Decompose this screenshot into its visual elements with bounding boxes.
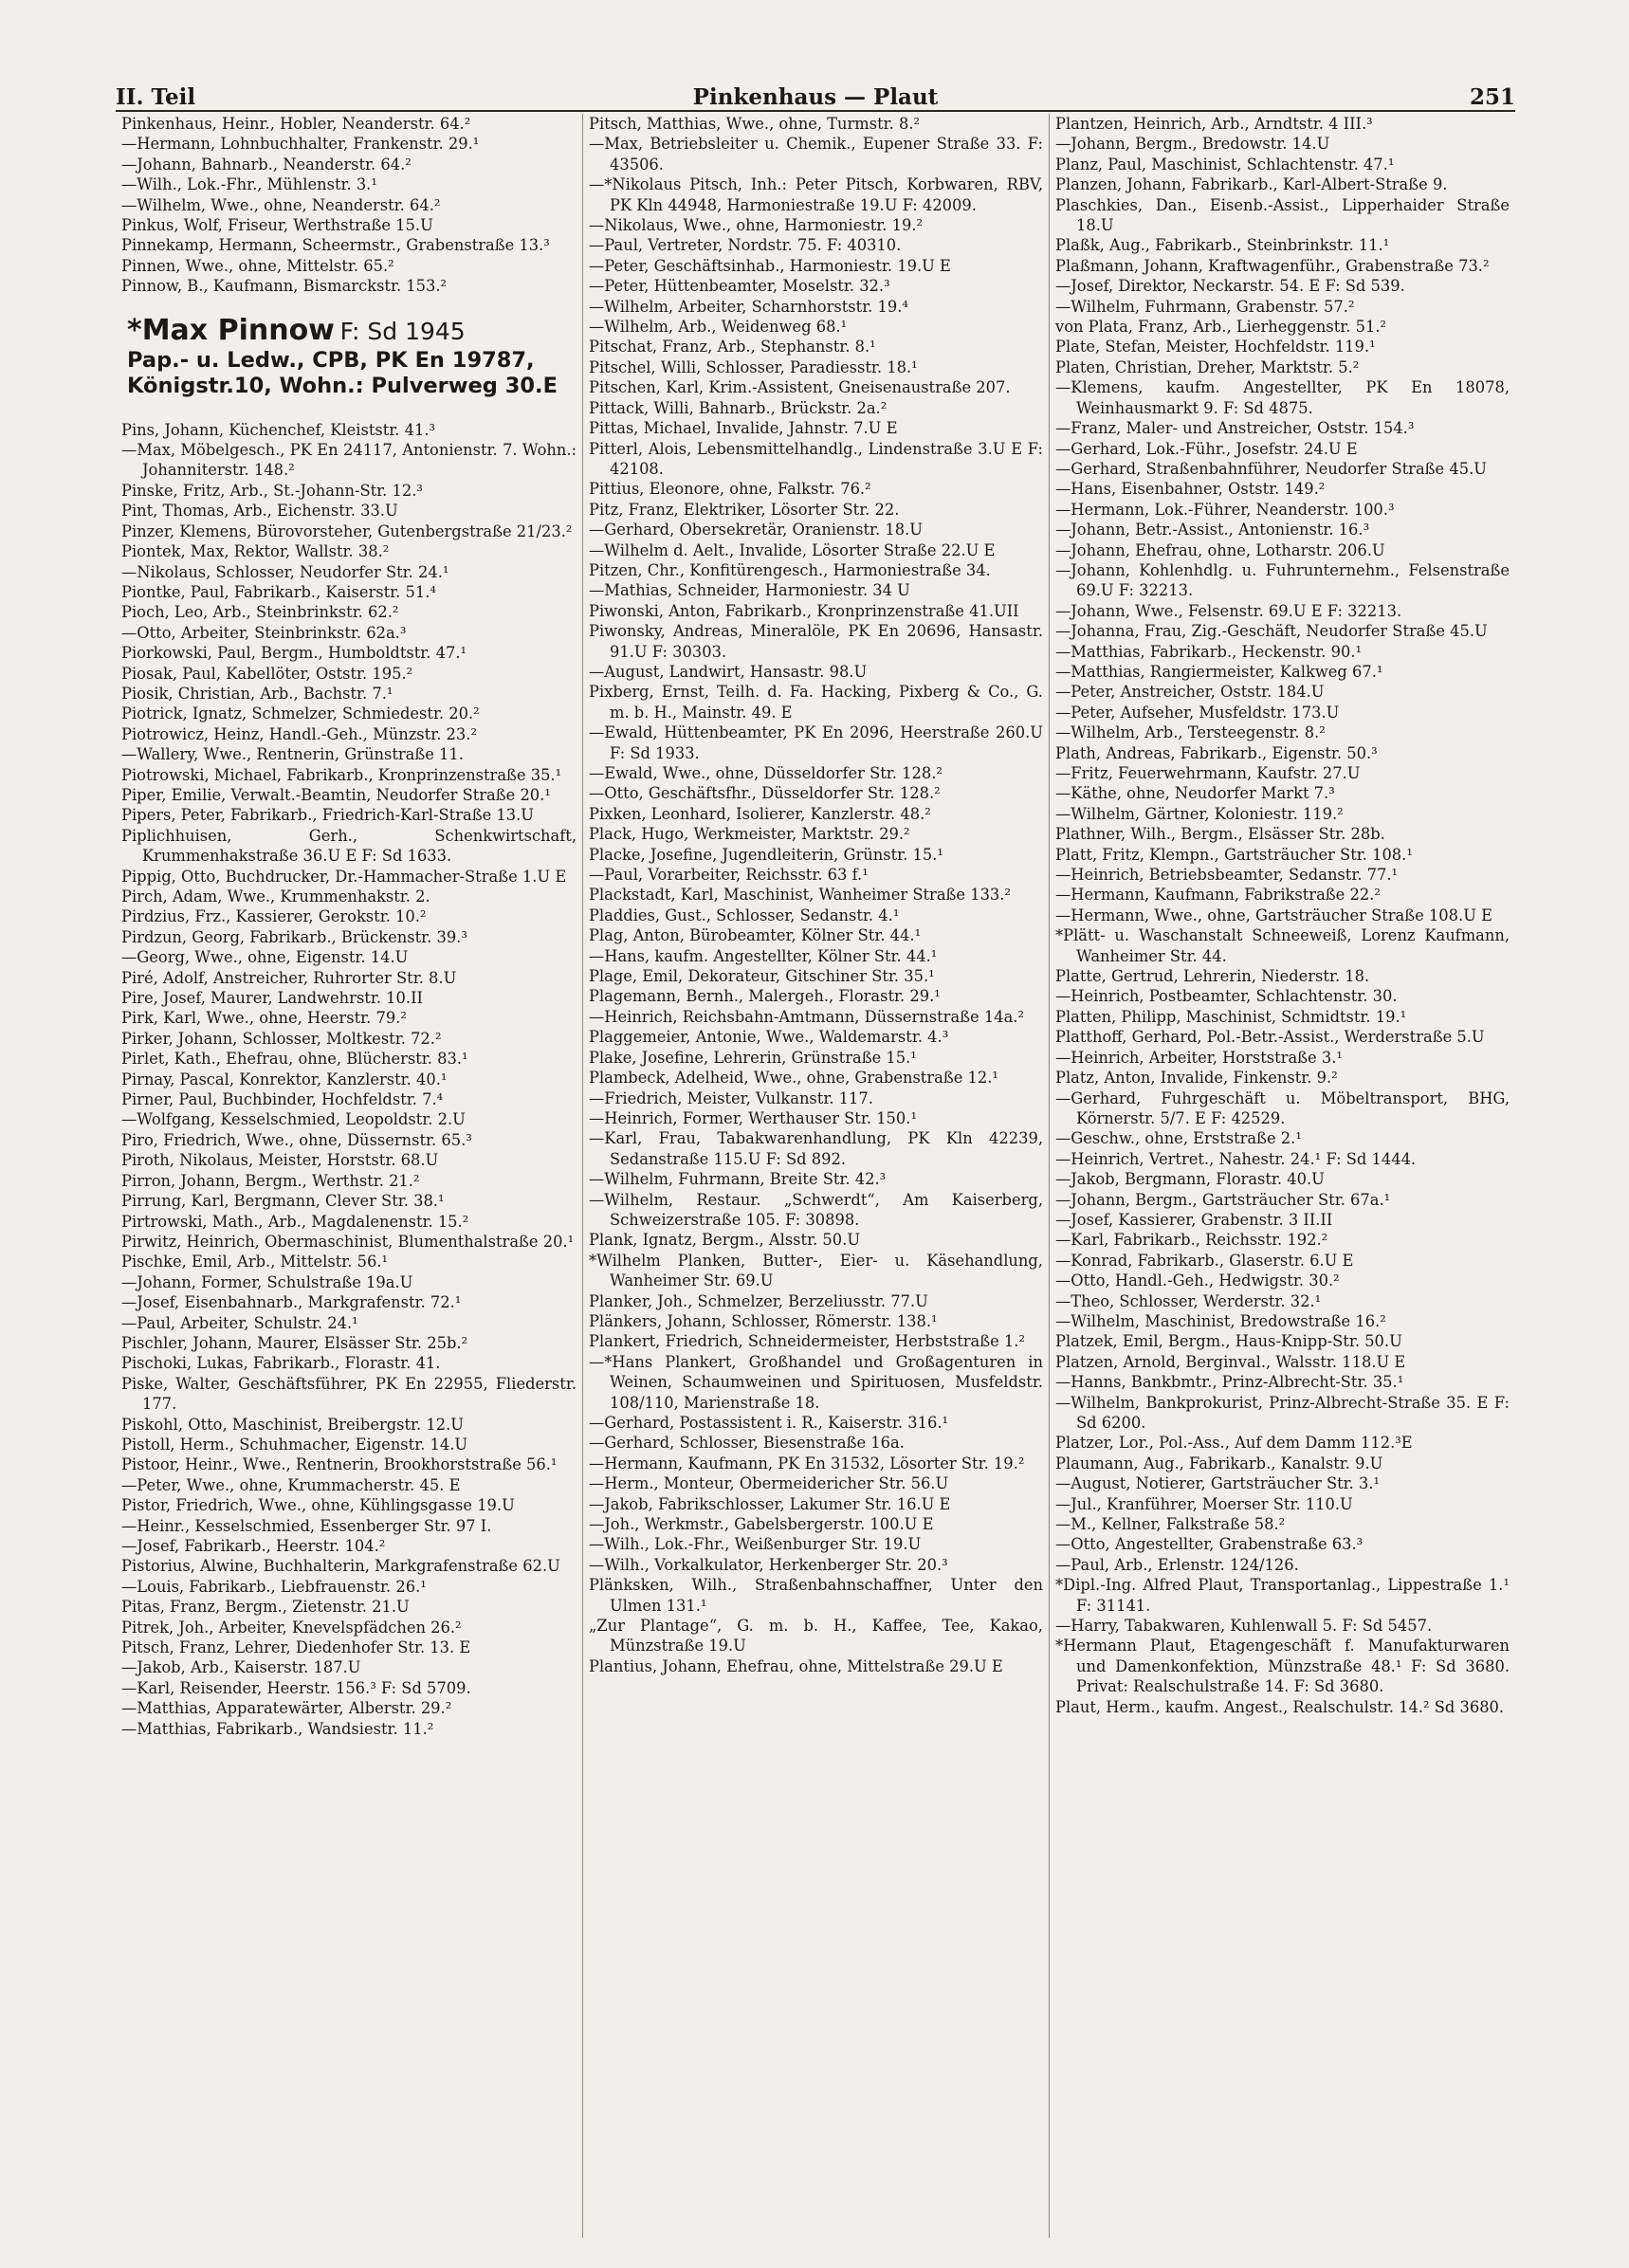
directory-entry: Platthoff, Gerhard, Pol.-Betr.-Assist., Werderstraße 5.U [1055,1028,1485,1047]
directory-entry: Piontek, Max, Rektor, Wallstr. 38.² [121,542,390,561]
directory-entry: —Otto, Arbeiter, Steinbrinkstr. 62a.³ [121,623,407,642]
directory-entry: —Harry, Tabakwaren, Kuhlenwall 5. F: Sd 5457. [1055,1617,1433,1636]
directory-entry: Plathner, Wilh., Bergm., Elsässer Str. 28b. [1055,825,1385,844]
directory-entry: —Peter, Aufseher, Musfeldstr. 173.U [1055,703,1340,722]
directory-entry: Plagemann, Bernh., Malergeh., Florastr. 29.¹ [589,987,941,1006]
directory-entry: Pistorius, Alwine, Buchhalterin, Markgrafenstraße 62.U [121,1557,560,1576]
directory-entry: Pirnay, Pascal, Konrektor, Kanzlerstr. 40.¹ [121,1070,448,1088]
directory-entry: Plank, Ignatz, Bergm., Alsstr. 50.U [589,1231,861,1250]
directory-entry: —Johann, Bergm., Bredowstr. 14.U [1055,135,1330,154]
directory-entry: —Wilhelm, Arb., Weidenweg 68.¹ [589,318,848,337]
directory-entry: —Wilhelm, Maschinist, Bredowstraße 16.² [1055,1311,1386,1330]
directory-entry: Piwonsky, Andreas, Mineralöle, PK En 20696, Hansastr. 91.U F: 30303. [589,622,1043,661]
directory-entry: —Jakob, Fabrikschlosser, Lakumer Str. 16.U E [589,1494,951,1513]
directory-entry: Piré, Adolf, Anstreicher, Ruhrorter Str. 8.U [121,968,457,987]
directory-entry: —Hermann, Kaufmann, Fabrikstraße 22.² [1055,886,1381,905]
directory-entry: Pistor, Friedrich, Wwe., ohne, Kühlingsgasse 19.U [121,1496,515,1515]
directory-entry: Pioch, Leo, Arb., Steinbrinkstr. 62.² [121,603,399,622]
directory-entry: —Ewald, Hüttenbeamter, PK En 2096, Heerstraße 260.U F: Sd 1933. [589,723,1043,762]
directory-entry: Platte, Gertrud, Lehrerin, Niederstr. 18. [1055,967,1370,986]
directory-entry: —Friedrich, Meister, Vulkanstr. 117. [589,1088,873,1107]
directory-entry: —Georg, Wwe., ohne, Eigenstr. 14.U [121,948,409,967]
directory-entry: Plaut, Herm., kaufm. Angest., Realschulstr. 14.² Sd 3680. [1055,1697,1505,1716]
directory-entry: Pinske, Fritz, Arb., St.-Johann-Str. 12.³ [121,481,423,500]
directory-entry: Pirdzius, Frz., Kassierer, Gerokstr. 10.² [121,907,427,926]
directory-entry: Plaßmann, Johann, Kraftwagenführ., Grabenstraße 73.² [1055,256,1490,275]
directory-entry: —Hans, kaufm. Angestellter, Kölner Str. 44.¹ [589,946,938,965]
directory-entry: Pischler, Johann, Maurer, Elsässer Str. 25b.² [121,1333,468,1352]
directory-entry: —Heinrich, Vertret., Nahestr. 24.¹ F: Sd 1444. [1055,1149,1417,1168]
directory-entry: —Otto, Handl.-Geh., Hedwigstr. 30.² [1055,1271,1340,1290]
directory-entry: —Jul., Kranführer, Moerser Str. 110.U [1055,1494,1353,1513]
directory-entry: Piosik, Christian, Arb., Bachstr. 7.¹ [121,684,394,703]
directory-entry: Pitrek, Joh., Arbeiter, Knevelspfädchen 26.² [121,1618,462,1637]
directory-entry: —Gerhard, Postassistent i. R., Kaiserstr. 316.¹ [589,1414,949,1432]
directory-entry: —Gerhard, Lok.-Führ., Josefstr. 24.U E [1055,439,1358,458]
directory-entry: —Johann, Kohlenhdlg. u. Fuhrunternehm., Felsenstraße 69.U F: 32213. [1055,560,1510,600]
directory-entry: Plankert, Friedrich, Schneidermeister, Herbststraße 1.² [589,1332,1025,1351]
directory-entry: Plack, Hugo, Werkmeister, Marktstr. 29.² [589,825,910,844]
directory-entry: —Wilh., Lok.-Fhr., Weißenburger Str. 19.U [589,1535,922,1554]
directory-entry: —*Nikolaus Pitsch, Inh.: Peter Pitsch, Korbwaren, RBV, PK Kln 44948, Harmoniestraße 19.U F: 42009. [589,175,1043,214]
directory-entry: —Otto, Angestellter, Grabenstraße 63.³ [1055,1535,1364,1554]
directory-entry: —Paul, Arb., Erlenstr. 124/126. [1055,1555,1299,1574]
directory-entry: Pittas, Michael, Invalide, Jahnstr. 7.U E [589,419,898,438]
directory-entry: Pischoki, Lukas, Fabrikarb., Florastr. 41. [121,1354,441,1373]
directory-entry: —Heinrich, Arbeiter, Horststraße 3.¹ [1055,1048,1343,1067]
directory-entry: „Zur Plantage“, G. m. b. H., Kaffee, Tee, Kakao, Münzstraße 19.U [589,1617,1043,1655]
directory-entry: —Karl, Frau, Tabakwarenhandlung, PK Kln 42239, Sedanstraße 115.U F: Sd 892. [589,1129,1043,1168]
directory-entry: —Wilhelm, Fuhrmann, Breite Str. 42.³ [589,1170,887,1189]
directory-entry: Pittius, Eleonore, ohne, Falkstr. 76.² [589,480,871,499]
directory-entry: Pixberg, Ernst, Teilh. d. Fa. Hacking, Pixberg & Co., G. m. b. H., Mainstr. 49. E [589,683,1043,722]
directory-entry: *Plätt- u. Waschanstalt Schneeweiß, Lorenz Kaufmann, Wanheimer Str. 44. [1055,926,1510,965]
directory-entry: —Ewald, Wwe., ohne, Düsseldorfer Str. 128.² [589,764,943,782]
directory-entry: —Herm., Monteur, Obermeidericher Str. 56.U [589,1474,949,1493]
directory-entry: Pinnen, Wwe., ohne, Mittelstr. 65.² [121,256,394,275]
directory-entry: —Hermann, Kaufmann, PK En 31532, Lösorter Str. 19.² [589,1454,1025,1472]
directory-entry: Pirlet, Kath., Ehefrau, ohne, Blücherstr. 83.¹ [121,1050,468,1069]
directory-entry: —Paul, Vertreter, Nordstr. 75. F: 40310. [589,236,902,255]
directory-entry: —Heinrich, Betriebsbeamter, Sedanstr. 77.¹ [1055,866,1399,885]
directory-entry: Planzen, Johann, Fabrikarb., Karl-Albert-Straße 9. [1055,175,1448,194]
directory-entry: —Wilhelm, Wwe., ohne, Neanderstr. 64.² [121,195,441,214]
directory-entry: Pitterl, Alois, Lebensmittelhandlg., Lindenstraße 3.U E F: 42108. [589,439,1043,478]
directory-entry: —Gerhard, Straßenbahnführer, Neudorfer Straße 45.U [1055,459,1487,478]
directory-entry: Piotrowski, Michael, Fabrikarb., Kronprinzenstraße 35.¹ [121,765,562,784]
directory-entry: Pinnekamp, Hermann, Scheermstr., Grabenstraße 13.³ [121,236,550,255]
directory-entry: —Wilhelm, Arbeiter, Scharnhorststr. 19.⁴ [589,297,908,316]
directory-entry: —Jakob, Bergmann, Florastr. 40.U [1055,1170,1325,1189]
directory-entry: —August, Landwirt, Hansastr. 98.U [589,662,868,681]
ad-line-1: Pap.- u. Ledw., CPB, PK En 19787, [127,347,535,373]
directory-entry: —Theo, Schlosser, Werderstr. 32.¹ [1055,1291,1322,1310]
directory-entry: —Max, Betriebsleiter u. Chemik., Eupener Straße 33. F: 43506. [589,135,1043,174]
directory-entry: Pire, Josef, Maurer, Landwehrstr. 10.II [121,989,423,1008]
header-section: II. Teil [116,84,196,110]
directory-entry: —Paul, Arbeiter, Schulstr. 24.¹ [121,1313,358,1332]
directory-entry: —Peter, Hüttenbeamter, Moselstr. 32.³ [589,277,890,296]
directory-entry: —Johann, Wwe., Felsenstr. 69.U E F: 32213. [1055,601,1402,620]
directory-entry: Pistoll, Herm., Schuhmacher, Eigenstr. 14.U [121,1435,468,1454]
directory-entry: —Hermann, Lohnbuchhalter, Frankenstr. 29.¹ [121,135,480,154]
directory-entry: Piotrick, Ignatz, Schmelzer, Schmiedestr. 20.² [121,704,480,723]
directory-entry: —Hanns, Bankbmtr., Prinz-Albrecht-Str. 35.¹ [1055,1373,1404,1392]
column-2 [582,114,1049,2238]
directory-entry: —Josef, Fabrikarb., Heerstr. 104.² [121,1537,386,1555]
directory-entry: —Johann, Betr.-Assist., Antonienstr. 16.³ [1055,521,1370,540]
directory-entry: —Gerhard, Fuhrgeschäft u. Möbeltransport, BHG, Körnerstr. 5/7. E F: 42529. [1055,1088,1510,1127]
directory-entry: *Dipl.-Ing. Alfred Plaut, Transportanlag., Lippestraße 1.¹ F: 31141. [1055,1576,1510,1615]
directory-entry: —*Hans Plankert, Großhandel und Großagenturen in Weinen, Schaumweinen und Spirituosen, Musfeldstr. 108/110, Marienstraße 18. [589,1352,1043,1412]
directory-entry: Pirch, Adam, Wwe., Krummenhakstr. 2. [121,887,430,905]
directory-entry: —Wilh., Vorkalkulator, Herkenberger Str. 20.³ [589,1555,948,1574]
directory-entry: —Wilhelm, Restaur. „Schwerdt“, Am Kaiserberg, Schweizerstraße 105. F: 30898. [589,1190,1043,1229]
directory-entry: Platt, Fritz, Klempn., Gartsträucher Str. 108.¹ [1055,845,1413,864]
header-rule [116,110,1515,112]
directory-entry: Pittack, Willi, Bahnarb., Brückstr. 2a.² [589,398,888,417]
directory-entry: Piske, Walter, Geschäftsführer, PK En 22955, Fliederstr. 177. [121,1374,577,1414]
directory-entry: —Max, Möbelgesch., PK En 24117, Antonienstr. 7. Wohn.: Johanniterstr. 148.² [121,441,577,480]
directory-entry: Piotrowicz, Heinz, Handl.-Geh., Münzstr. 23.² [121,724,477,743]
directory-entry: —Heinrich, Postbeamter, Schlachtenstr. 30. [1055,987,1398,1006]
directory-entry: Pitz, Franz, Elektriker, Lösorter Str. 22. [589,500,900,519]
directory-entry: Pixken, Leonhard, Isolierer, Kanzlerstr. 48.² [589,804,931,823]
column-1 [116,114,582,2238]
ad-line-2: Königstr.10, Wohn.: Pulverweg 30.E [127,373,558,398]
directory-entry: Planker, Joh., Schmelzer, Berzeliusstr. 77.U [589,1291,928,1310]
directory-entry: —Geschw., ohne, Erststraße 2.¹ [1055,1129,1302,1148]
directory-entry: —Otto, Geschäftsfhr., Düsseldorfer Str. 128.² [589,784,941,803]
directory-entry: —Matthias, Fabrikarb., Heckenstr. 90.¹ [1055,642,1363,661]
directory-entry: Plackstadt, Karl, Maschinist, Wanheimer Straße 133.² [589,886,1011,905]
directory-entry: —Josef, Kassierer, Grabenstr. 3 II.II [1055,1210,1333,1229]
directory-entry: —M., Kellner, Falkstraße 58.² [1055,1515,1286,1534]
directory-entry: Piontke, Paul, Fabrikarb., Kaiserstr. 51.⁴ [121,582,436,601]
directory-entry: von Plata, Franz, Arb., Lierheggenstr. 51.² [1055,318,1387,337]
directory-entry: —Fritz, Feuerwehrmann, Kaufstr. 27.U [1055,764,1361,782]
directory-entry: Placke, Josefine, Jugendleiterin, Grünstr. 15.¹ [589,845,943,864]
ad-name: *Max Pinnow [127,313,335,347]
directory-entry: —Karl, Reisender, Heerstr. 156.³ F: Sd 5709. [121,1678,471,1697]
directory-entry: —Joh., Werkmstr., Gabelsbergerstr. 100.U E [589,1515,934,1534]
directory-entry: Pirk, Karl, Wwe., ohne, Heerstr. 79.² [121,1009,407,1028]
directory-entry: Pint, Thomas, Arb., Eichenstr. 33.U [121,502,398,521]
directory-entry: —Wilhelm, Fuhrmann, Grabenstr. 57.² [1055,297,1355,316]
directory-entry: Plake, Josefine, Lehrerin, Grünstraße 15.¹ [589,1048,917,1067]
directory-entry: Plaßk, Aug., Fabrikarb., Steinbrinkstr. 11.¹ [1055,236,1390,255]
page-header [116,76,1515,110]
directory-entry: Pitschen, Karl, Krim.-Assistent, Gneisenaustraße 207. [589,378,1011,397]
directory-entry: Pins, Johann, Küchenchef, Kleiststr. 41.³ [121,420,436,439]
page-number: 251 [1469,84,1515,110]
directory-entry: Plag, Anton, Bürobeamter, Kölner Str. 44.¹ [589,926,922,945]
directory-entry: —Jakob, Arb., Kaiserstr. 187.U [121,1658,361,1677]
directory-entry: Pitschel, Willi, Schlosser, Paradiesstr. 18.¹ [589,357,918,376]
directory-entry: —Wolfgang, Kesselschmied, Leopoldstr. 2.U [121,1110,466,1129]
directory-entry: Pipers, Peter, Fabrikarb., Friedrich-Karl-Straße 13.U [121,806,534,825]
directory-entry: Pinkenhaus, Heinr., Hobler, Neanderstr. 64.² [121,115,471,133]
directory-entry: —Nikolaus, Schlosser, Neudorfer Str. 24.¹ [121,562,449,581]
directory-entry: —Peter, Wwe., ohne, Krummacherstr. 45. E [121,1475,461,1494]
directory-entry: Platten, Philipp, Maschinist, Schmidtstr. 19.¹ [1055,1007,1407,1026]
directory-entry: Piosak, Paul, Kabellöter, Oststr. 195.² [121,664,413,683]
directory-entry: Pirron, Johann, Bergm., Werthstr. 21.² [121,1171,420,1190]
directory-entry: Pinnow, B., Kaufmann, Bismarckstr. 153.² [121,277,448,296]
directory-entry: Platzek, Emil, Bergm., Haus-Knipp-Str. 50.U [1055,1332,1402,1351]
directory-entry: Pitsch, Franz, Lehrer, Diedenhofer Str. 13. E [121,1638,471,1657]
directory-entry: Pitzen, Chr., Konfitürengesch., Harmoniestraße 34. [589,560,991,579]
directory-entry: —Johann, Former, Schulstraße 19a.U [121,1272,413,1291]
directory-entry: —Gerhard, Schlosser, Biesenstraße 16a. [589,1434,905,1453]
directory-entry: Pippig, Otto, Buchdrucker, Dr.-Hammacher-Straße 1.U E [121,867,567,886]
directory-entry: —Konrad, Fabrikarb., Glaserstr. 6.U E [1055,1251,1354,1270]
directory-entry: —Karl, Fabrikarb., Reichsstr. 192.² [1055,1231,1328,1250]
directory-entry: —Johanna, Frau, Zig.-Geschäft, Neudorfer Straße 45.U [1055,622,1488,641]
directory-entry: —Wilh., Lok.-Fhr., Mühlenstr. 3.¹ [121,175,377,194]
directory-entry: —Johann, Bergm., Gartsträucher Str. 67a.¹ [1055,1190,1391,1209]
directory-entry: —Hermann, Lok.-Führer, Neanderstr. 100.³ [1055,500,1395,519]
directory-entry: —Wallery, Wwe., Rentnerin, Grünstraße 11. [121,745,464,764]
directory-entry: —Wilhelm, Arb., Tersteegenstr. 8.² [1055,723,1326,742]
directory-entry: —Peter, Anstreicher, Oststr. 184.U [1055,683,1325,702]
ad-phone: F: Sd 1945 [339,317,466,345]
directory-entry: Plantzen, Heinrich, Arb., Arndtstr. 4 III.³ [1055,115,1373,133]
directory-entry: —Johann, Bahnarb., Neanderstr. 64.² [121,155,412,174]
directory-entry: Pirwitz, Heinrich, Obermaschinist, Blumenthalstraße 20.¹ [121,1232,575,1251]
directory-entry: Piorkowski, Paul, Bergm., Humboldtstr. 47.¹ [121,644,467,663]
directory-entry: —Matthias, Apparatewärter, Alberstr. 29.² [121,1699,452,1718]
directory-entry: —Louis, Fabrikarb., Liebfrauenstr. 26.¹ [121,1577,427,1596]
directory-entry: —Klemens, kaufm. Angestellter, PK En 18078, Weinhausmarkt 9. F: Sd 4875. [1055,378,1510,417]
directory-entry: Plaggemeier, Antonie, Wwe., Waldemarstr. 4.³ [589,1028,949,1047]
directory-entry: —Matthias, Rangiermeister, Kalkweg 67.¹ [1055,662,1383,681]
directory-entry: —Wilhelm, Gärtner, Koloniestr. 119.² [1055,804,1344,823]
directory-entry: —Heinrich, Former, Werthauser Str. 150.¹ [589,1108,917,1127]
directory-entry: —Matthias, Fabrikarb., Wandsiestr. 11.² [121,1719,434,1738]
directory-entry: Platzen, Arnold, Berginval., Walsstr. 118.U E [1055,1352,1406,1371]
directory-entry: Piro, Friedrich, Wwe., ohne, Düssernstr. 65.³ [121,1130,472,1149]
directory-entry: —Hermann, Wwe., ohne, Gartsträucher Straße 108.U E [1055,905,1492,924]
directory-entry: —Heinr., Kesselschmied, Essenberger Str. 97 I. [121,1516,492,1535]
directory-entry: —Heinrich, Reichsbahn-Amtmann, Düssernstraße 14a.² [589,1007,1024,1026]
directory-entry: Plambeck, Adelheid, Wwe., ohne, Grabenstraße 12.¹ [589,1069,998,1088]
directory-entry: Pinzer, Klemens, Bürovorsteher, Gutenbergstraße 21/23.² [121,521,573,540]
directory-entry: Piplichhuisen, Gerh., Schenkwirtschaft, Krummenhakstraße 36.U E F: Sd 1633. [121,826,577,866]
directory-entry: Planz, Paul, Maschinist, Schlachtenstr. 47.¹ [1055,155,1395,174]
directory-entry: —Gerhard, Obersekretär, Oranienstr. 18.U [589,521,924,540]
advertisement [121,314,577,399]
directory-entry: —Käthe, ohne, Neudorfer Markt 7.³ [1055,784,1335,803]
directory-entry: —Paul, Vorarbeiter, Reichsstr. 63 f.¹ [589,866,869,885]
directory-entry: Pirrung, Karl, Bergmann, Clever Str. 38.¹ [121,1192,445,1211]
directory-entry: Platz, Anton, Invalide, Finkenstr. 9.² [1055,1069,1338,1088]
directory-entry: —Franz, Maler- und Anstreicher, Oststr. 154.³ [1055,419,1415,438]
directory-entry: Piskohl, Otto, Maschinist, Breibergstr. 12.U [121,1415,465,1434]
directory-entry: —Peter, Geschäftsinhab., Harmoniestr. 19.U E [589,256,951,275]
directory-entry: —August, Notierer, Gartsträucher Str. 3.¹ [1055,1474,1381,1493]
directory-entry: —Nikolaus, Wwe., ohne, Harmoniestr. 19.² [589,216,924,235]
directory-entry: —Wilhelm d. Aelt., Invalide, Lösorter Straße 22.U E [589,540,996,559]
directory-entry: —Johann, Ehefrau, ohne, Lotharstr. 206.U [1055,540,1385,559]
directory-entry: Piroth, Nikolaus, Meister, Horststr. 68.U [121,1151,439,1170]
directory-entry: Plänkers, Johann, Schlosser, Römerstr. 138.¹ [589,1311,938,1330]
directory-entry: Pitas, Franz, Bergm., Zietenstr. 21.U [121,1598,410,1617]
directory-entry: Pischke, Emil, Arb., Mittelstr. 56.¹ [121,1253,389,1271]
directory-entry: Pitschat, Franz, Arb., Stephanstr. 8.¹ [589,338,876,357]
directory-entry: Pirner, Paul, Buchbinder, Hochfeldstr. 7.⁴ [121,1090,444,1109]
directory-entry: Pistoor, Heinr., Wwe., Rentnerin, Brookhorststraße 56.¹ [121,1455,558,1474]
header-range: Pinkenhaus — Plaut [692,84,939,110]
directory-entry: Pirdzun, Georg, Fabrikarb., Brückenstr. 39.³ [121,927,467,946]
directory-entry: Piper, Emilie, Verwalt.-Beamtin, Neudorfer Straße 20.¹ [121,785,551,804]
directory-entry: Plaumann, Aug., Fabrikarb., Kanalstr. 9.U [1055,1454,1383,1472]
directory-entry: Plaschkies, Dan., Eisenb.-Assist., Lipperhaider Straße 18.U [1055,195,1510,235]
directory-entry: Pitsch, Matthias, Wwe., ohne, Turmstr. 8.² [589,115,921,133]
directory-entry: Pinkus, Wolf, Friseur, Werthstraße 15.U [121,216,433,235]
column-3 [1049,114,1515,2238]
directory-entry: *Hermann Plaut, Etagengeschäft f. Manufakturwaren und Damenkonfektion, Münzstraße 48.¹ F: Sd 3680. Privat: Realschulstraße 14. F: Sd 3680. [1055,1637,1510,1696]
directory-entry: Plänksken, Wilh., Straßenbahnschaffner, Unter den Ulmen 131.¹ [589,1576,1043,1615]
directory-entry: Pladdies, Gust., Schlosser, Sedanstr. 4.¹ [589,905,900,924]
columns [116,114,1515,2238]
directory-entry: Platzer, Lor., Pol.-Ass., Auf dem Damm 112.³E [1055,1434,1413,1453]
directory-entry: Piwonski, Anton, Fabrikarb., Kronprinzenstraße 41.UII [589,601,1019,620]
directory-entry: —Mathias, Schneider, Harmoniestr. 34 U [589,581,910,600]
directory-entry: Plage, Emil, Dekorateur, Gitschiner Str. 35.¹ [589,967,935,986]
directory-entry: Plath, Andreas, Fabrikarb., Eigenstr. 50.³ [1055,743,1378,762]
directory-entry: Plate, Stefan, Meister, Hochfeldstr. 119.¹ [1055,338,1376,357]
directory-entry: —Wilhelm, Bankprokurist, Prinz-Albrecht-Straße 35. E F: Sd 6200. [1055,1393,1510,1432]
directory-entry: —Josef, Eisenbahnarb., Markgrafenstr. 72.¹ [121,1293,462,1312]
directory-entry: —Hans, Eisenbahner, Oststr. 149.² [1055,480,1326,499]
directory-entry: Plantius, Johann, Ehefrau, ohne, Mittelstraße 29.U E [589,1656,1003,1675]
directory-entry: Platen, Christian, Dreher, Marktstr. 5.² [1055,357,1360,376]
directory-entry: *Wilhelm Planken, Butter-, Eier- u. Käsehandlung, Wanheimer Str. 69.U [589,1251,1043,1290]
directory-entry: Pirtrowski, Math., Arb., Magdalenenstr. 15.² [121,1212,469,1231]
directory-entry: Pirker, Johann, Schlosser, Moltkestr. 72.² [121,1029,442,1048]
directory-entry: —Josef, Direktor, Neckarstr. 54. E F: Sd 539. [1055,277,1405,296]
